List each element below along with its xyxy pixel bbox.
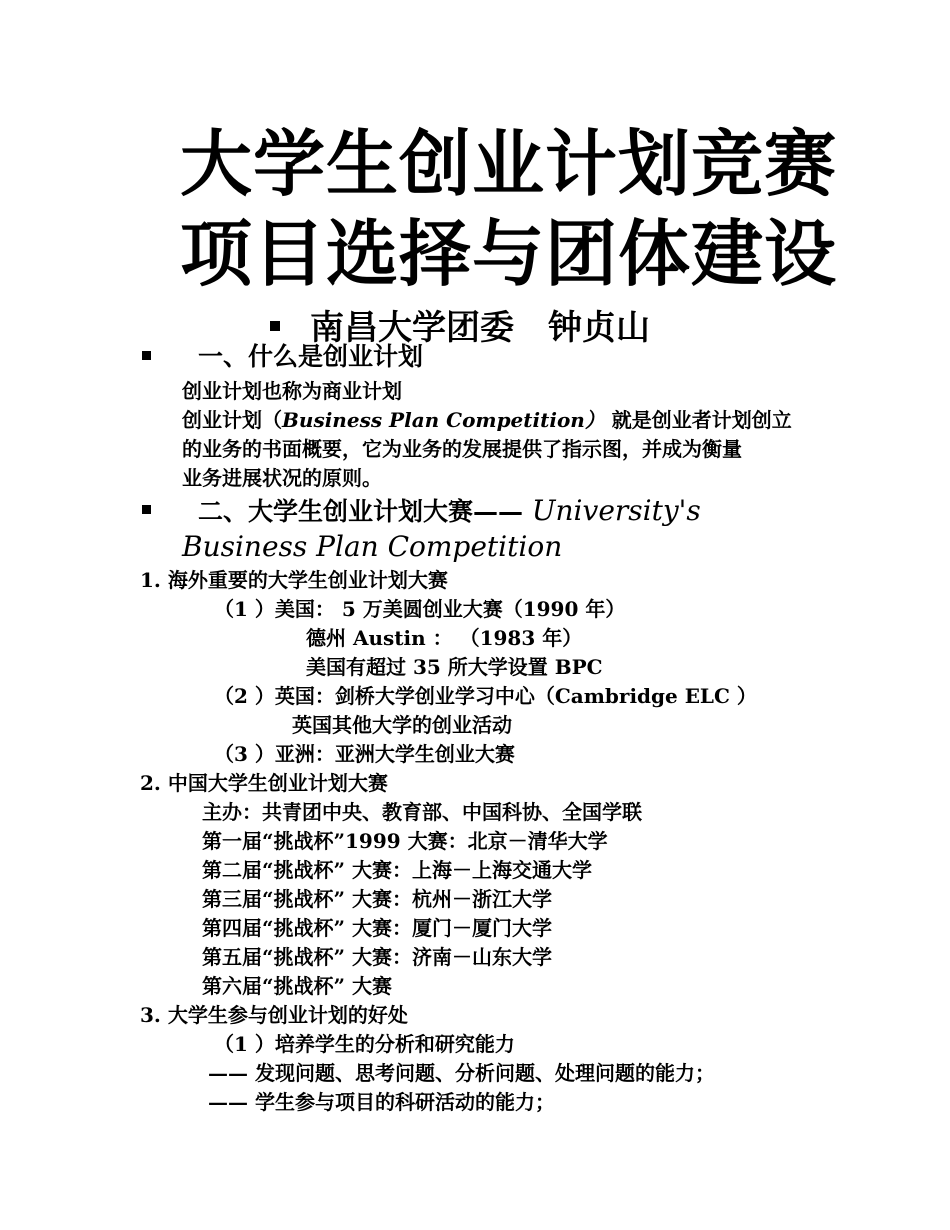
section-1-line-2: 创业计划（Business Plan Competition） 就是创业者计划创立 [182,408,792,432]
body-line-13: 第四届“挑战杯” 大赛：厦门－厦门大学 [202,916,552,940]
section-1-line-4: 业务进展状况的原则。 [182,466,382,490]
body-line-19: —— 学生参与项目的科研活动的能力； [208,1090,555,1114]
bullet-square-icon [270,321,280,331]
body-line-3: 德州 Austin ： （1983 年） [306,626,583,650]
business-plan-term: Business Plan Competition） [282,408,605,432]
body-line-17: （1 ）培养学生的分析和研究能力 [214,1032,515,1056]
bullet-square-icon [142,505,151,514]
body-line-8: 2. 中国大学生创业计划大赛 [140,771,388,795]
body-line-12: 第三届“挑战杯” 大赛：杭州－浙江大学 [202,887,552,911]
body-line-5: （2 ）英国：剑桥大学创业学习中心（Cambridge ELC ） [214,684,757,708]
body-line-10: 第一届“挑战杯”1999 大赛：北京－清华大学 [202,829,608,853]
body-line-7: （3 ）亚洲：亚洲大学生创业大赛 [214,742,515,766]
title-line-2: 项目选择与团体建设 [180,212,838,296]
body-line-18: —— 发现问题、思考问题、分析问题、处理问题的能力； [208,1061,715,1085]
section-2-heading-en-line-2: Business Plan Competition [182,530,563,563]
author-name: 南昌大学团委 钟贞山 [310,308,650,348]
section-2-heading: 二、大学生创业计划大赛—— University's [198,494,701,527]
section-2-heading-en: University's [523,494,701,527]
body-line-16: 3. 大学生参与创业计划的好处 [140,1003,408,1027]
bullet-square-icon [142,351,151,360]
section-1-line-1: 创业计划也称为商业计划 [182,379,402,403]
body-line-11: 第二届“挑战杯” 大赛：上海－上海交通大学 [202,858,592,882]
body-line-14: 第五届“挑战杯” 大赛：济南－山东大学 [202,945,552,969]
body-line-6: 英国其他大学的创业活动 [292,713,512,737]
body-line-1: 1. 海外重要的大学生创业计划大赛 [140,568,448,592]
section-1-heading: 一、什么是创业计划 [198,342,424,371]
section-1-line-3: 的业务的书面概要，它为业务的发展提供了指示图，并成为衡量 [182,437,742,461]
body-line-9: 主办：共青团中央、教育部、中国科协、全国学联 [202,800,642,824]
body-line-15: 第六届“挑战杯” 大赛 [202,974,392,998]
body-line-4: 美国有超过 35 所大学设置 BPC [306,655,603,679]
title-line-1: 大学生创业计划竞赛 [180,122,838,206]
body-line-2: （1 ）美国： 5 万美圆创业大赛（1990 年） [214,597,626,621]
